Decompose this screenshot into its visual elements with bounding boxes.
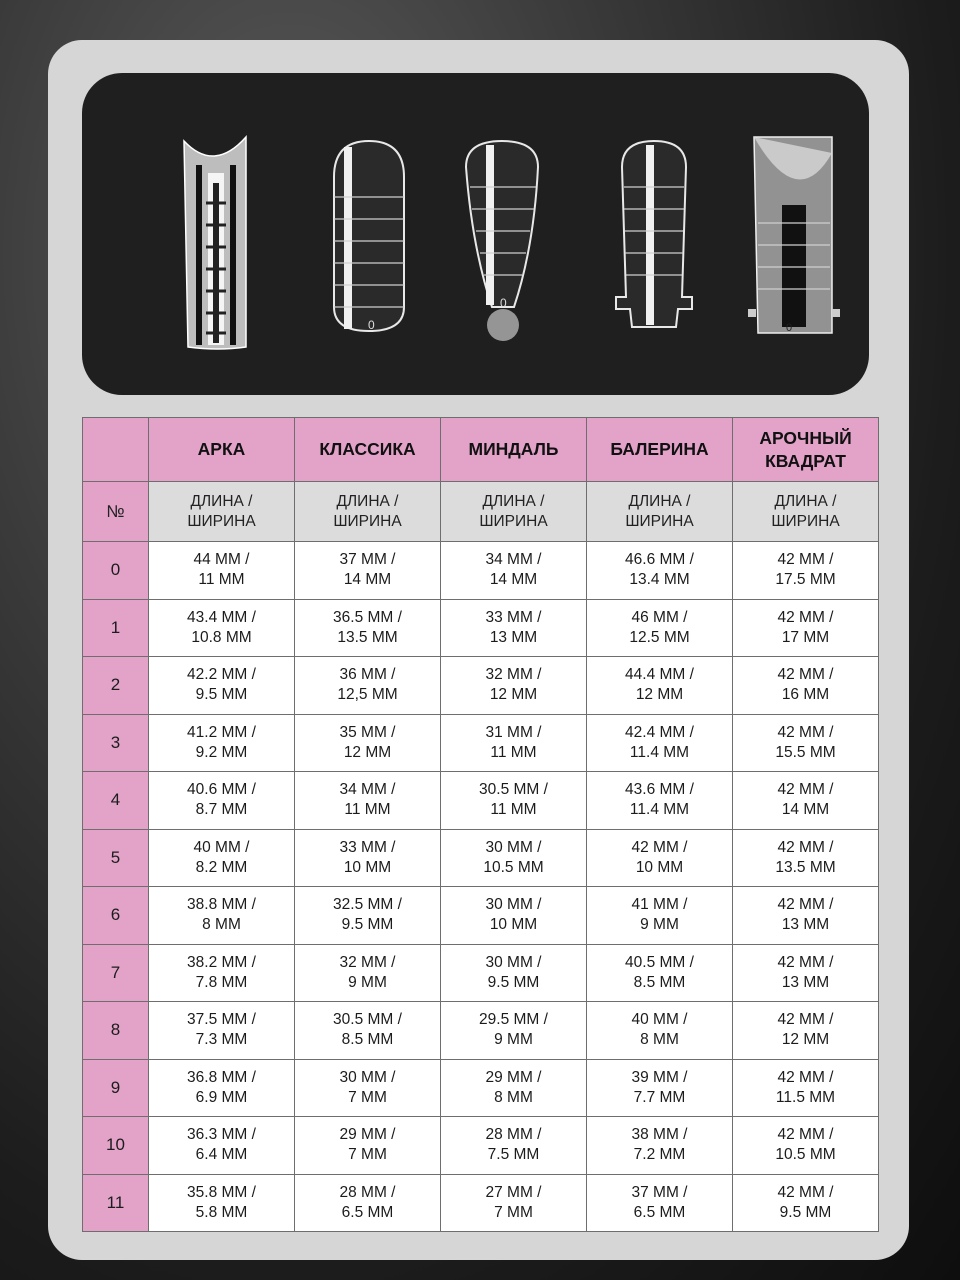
- size-cell: 42.2 MM / 9.5 MM: [149, 657, 295, 715]
- table-row: [83, 829, 879, 887]
- size-cell: 29 MM / 8 MM: [441, 1059, 587, 1117]
- size-cell: 42 MM / 13.5 MM: [733, 829, 879, 887]
- size-number: 1: [83, 599, 149, 657]
- measure-label: ДЛИНА / ШИРИНА: [733, 482, 879, 542]
- size-cell: 41 MM / 9 MM: [587, 887, 733, 945]
- size-cell: 42 MM / 17 MM: [733, 599, 879, 657]
- size-cell: 36.5 MM / 13.5 MM: [295, 599, 441, 657]
- table-row: [83, 1117, 879, 1175]
- size-cell: 35 MM / 12 MM: [295, 714, 441, 772]
- corner-cell: [83, 418, 149, 482]
- svg-text:0: 0: [786, 322, 793, 334]
- size-cell: 46.6 MM / 13.4 MM: [587, 542, 733, 600]
- size-cell: 36 MM / 12,5 MM: [295, 657, 441, 715]
- size-cell: 36.3 MM / 6.4 MM: [149, 1117, 295, 1175]
- size-cell: 43.4 MM / 10.8 MM: [149, 599, 295, 657]
- svg-text:0: 0: [500, 296, 507, 310]
- size-cell: 39 MM / 7.7 MM: [587, 1059, 733, 1117]
- size-cell: 43.6 MM / 11.4 MM: [587, 772, 733, 830]
- size-cell: 28 MM / 7.5 MM: [441, 1117, 587, 1175]
- table-row: [83, 772, 879, 830]
- table-row: [83, 1059, 879, 1117]
- size-cell: 42 MM / 13 MM: [733, 944, 879, 1002]
- size-cell: 44 MM / 11 MM: [149, 542, 295, 600]
- size-cell: 42 MM / 15.5 MM: [733, 714, 879, 772]
- size-cell: 32 MM / 12 MM: [441, 657, 587, 715]
- measure-header-row: [83, 482, 879, 542]
- arch-tip-icon: [178, 133, 258, 358]
- classic-tip-icon: [328, 137, 410, 337]
- size-cell: 33 MM / 10 MM: [295, 829, 441, 887]
- table-row: [83, 657, 879, 715]
- size-cell: 38.8 MM / 8 MM: [149, 887, 295, 945]
- size-cell: 40 MM / 8 MM: [587, 1002, 733, 1060]
- column-header-almond: МИНДАЛЬ: [441, 418, 587, 482]
- size-number: 0: [83, 542, 149, 600]
- size-cell: 37.5 MM / 7.3 MM: [149, 1002, 295, 1060]
- table-row: [83, 944, 879, 1002]
- size-cell: 30 MM / 10.5 MM: [441, 829, 587, 887]
- size-cell: 40.6 MM / 8.7 MM: [149, 772, 295, 830]
- column-header-ballerina: БАЛЕРИНА: [587, 418, 733, 482]
- table-row: [83, 887, 879, 945]
- size-number: 8: [83, 1002, 149, 1060]
- size-number: 10: [83, 1117, 149, 1175]
- size-number: 4: [83, 772, 149, 830]
- size-number: 5: [83, 829, 149, 887]
- size-cell: 38.2 MM / 7.8 MM: [149, 944, 295, 1002]
- size-cell: 30 MM / 10 MM: [441, 887, 587, 945]
- size-number: 6: [83, 887, 149, 945]
- size-cell: 33 MM / 13 MM: [441, 599, 587, 657]
- nail-form-size-table: [82, 417, 879, 1232]
- table-row: [83, 1174, 879, 1232]
- ballerina-tip-icon: [612, 137, 696, 337]
- size-cell: 42.4 MM / 11.4 MM: [587, 714, 733, 772]
- size-number: 3: [83, 714, 149, 772]
- size-cell: 37 MM / 6.5 MM: [587, 1174, 733, 1232]
- measure-label: ДЛИНА / ШИРИНА: [441, 482, 587, 542]
- size-cell: 30.5 MM / 11 MM: [441, 772, 587, 830]
- size-cell: 27 MM / 7 MM: [441, 1174, 587, 1232]
- table-row: [83, 1002, 879, 1060]
- shape-header-row: [83, 418, 879, 482]
- svg-text:0: 0: [368, 318, 375, 332]
- size-number: 7: [83, 944, 149, 1002]
- size-cell: 28 MM / 6.5 MM: [295, 1174, 441, 1232]
- arched-square-tip-icon: [748, 133, 840, 343]
- size-cell: 30 MM / 7 MM: [295, 1059, 441, 1117]
- size-number: 2: [83, 657, 149, 715]
- size-cell: 30.5 MM / 8.5 MM: [295, 1002, 441, 1060]
- size-cell: 42 MM / 16 MM: [733, 657, 879, 715]
- size-cell: 42 MM / 12 MM: [733, 1002, 879, 1060]
- table-row: [83, 599, 879, 657]
- size-cell: 31 MM / 11 MM: [441, 714, 587, 772]
- size-cell: 37 MM / 14 MM: [295, 542, 441, 600]
- size-cell: 42 MM / 17.5 MM: [733, 542, 879, 600]
- size-cell: 42 MM / 14 MM: [733, 772, 879, 830]
- size-cell: 34 MM / 14 MM: [441, 542, 587, 600]
- measure-label: ДЛИНА / ШИРИНА: [149, 482, 295, 542]
- size-cell: 32 MM / 9 MM: [295, 944, 441, 1002]
- size-cell: 35.8 MM / 5.8 MM: [149, 1174, 295, 1232]
- measure-label: ДЛИНА / ШИРИНА: [587, 482, 733, 542]
- size-cell: 29 MM / 7 MM: [295, 1117, 441, 1175]
- table-row: [83, 714, 879, 772]
- size-cell: 36.8 MM / 6.9 MM: [149, 1059, 295, 1117]
- nail-forms-photo: [82, 73, 869, 395]
- size-cell: 38 MM / 7.2 MM: [587, 1117, 733, 1175]
- size-cell: 46 MM / 12.5 MM: [587, 599, 733, 657]
- size-cell: 42 MM / 11.5 MM: [733, 1059, 879, 1117]
- size-number: 11: [83, 1174, 149, 1232]
- size-cell: 40 MM / 8.2 MM: [149, 829, 295, 887]
- size-cell: 44.4 MM / 12 MM: [587, 657, 733, 715]
- size-cell: 42 MM / 9.5 MM: [733, 1174, 879, 1232]
- size-cell: 40.5 MM / 8.5 MM: [587, 944, 733, 1002]
- size-cell: 29.5 MM / 9 MM: [441, 1002, 587, 1060]
- size-cell: 42 MM / 13 MM: [733, 887, 879, 945]
- almond-tip-icon: [462, 137, 544, 347]
- size-cell: 42 MM / 10.5 MM: [733, 1117, 879, 1175]
- size-cell: 41.2 MM / 9.2 MM: [149, 714, 295, 772]
- column-header-arched-square: АРОЧНЫЙ КВАДРАТ: [733, 418, 879, 482]
- column-header-classic: КЛАССИКА: [295, 418, 441, 482]
- size-cell: 42 MM / 10 MM: [587, 829, 733, 887]
- number-header: №: [83, 482, 149, 542]
- size-number: 9: [83, 1059, 149, 1117]
- size-cell: 30 MM / 9.5 MM: [441, 944, 587, 1002]
- column-header-arch: АРКА: [149, 418, 295, 482]
- measure-label: ДЛИНА / ШИРИНА: [295, 482, 441, 542]
- size-cell: 32.5 MM / 9.5 MM: [295, 887, 441, 945]
- table-row: [83, 542, 879, 600]
- size-cell: 34 MM / 11 MM: [295, 772, 441, 830]
